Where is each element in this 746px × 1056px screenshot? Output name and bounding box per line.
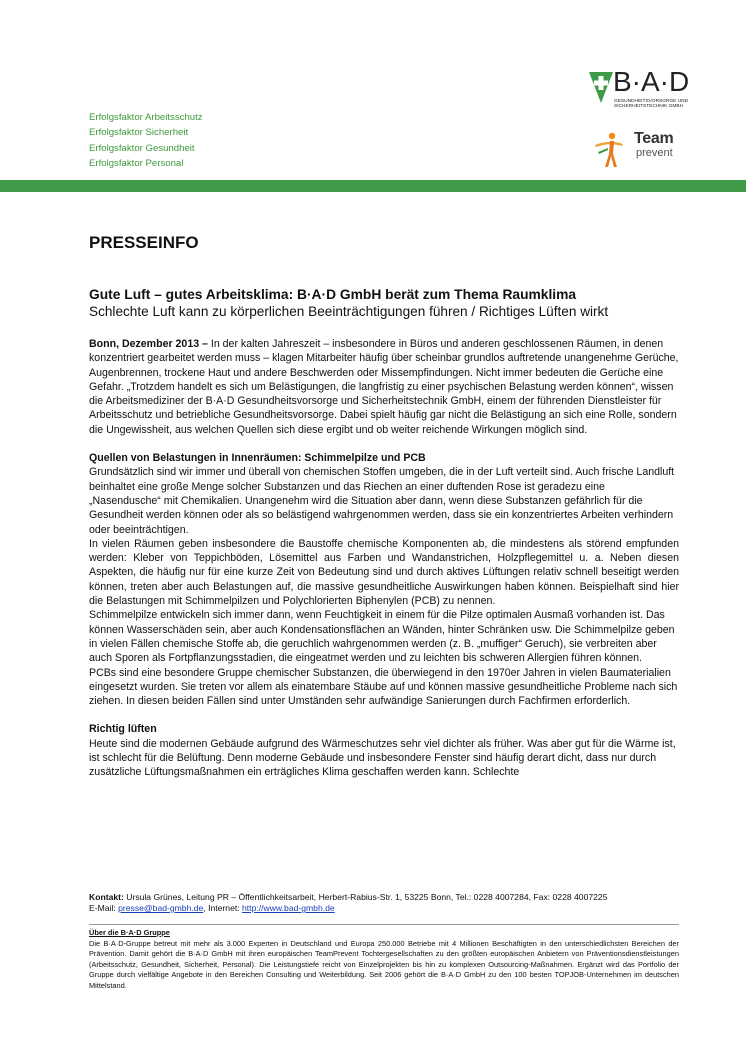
dateline: Bonn, Dezember 2013 –: [89, 338, 208, 350]
header-green-band: [0, 180, 746, 192]
contact-links: E-Mail: presse@bad-gmbh.de, Internet: http://www.bad-gmbh.de: [89, 903, 335, 913]
contact-text: Ursula Grünes, Leitung PR – Öffentlichkeitsarbeit, Herbert-Rabius-Str. 1, 53225 Bonn, Tel.: 0228 4007284, Fax: 0228 4007225: [123, 892, 608, 902]
team-logo-text: Team: [634, 130, 674, 147]
paragraph: PCBs sind eine besondere Gruppe chemischer Substanzen, die überwiegend in den 1970er Jahren in vielen Baumaterialien eingesetzt wurden. Sie treten vor allem als einatembare Stäube auf und können massive gesundheitliche Probleme nach sich ziehen. In diesen beiden Fällen sind unter Umständen sehr aufwändige Sanierungen durch Fachfirmen erforderlich.: [89, 666, 678, 708]
prevent-logo-text: prevent: [636, 147, 673, 159]
email-link[interactable]: presse@bad-gmbh.de: [118, 903, 204, 913]
tagline-item: Erfolgsfaktor Personal: [89, 158, 184, 170]
bad-heart-cross-icon: [588, 70, 614, 104]
paragraph: In vielen Räumen geben insbesondere die Baustoffe chemische Komponenten ab, die mindestens als störend empfunden werden: Kleber von Teppichböden, Lösemittel aus Farben und Wandanstrichen, Holzpflegemittel u. a. Neben diesen Aspekten, die häufig nur für eine kurze Zeit von Bedeutung sind und durch aktives Lüftungen relativ schnell beseitigt werden können, treten aber auch Belastungen auf, die massive gesundheitliche Auswirkungen haben können. Beispielhaft sind hier die Belastungen mit Schimmelpilzen und Polychlorierten Biphenylen (PCB) zu nennen.: [89, 537, 679, 608]
article-body: [89, 337, 679, 780]
tagline-item: Erfolgsfaktor Sicherheit: [89, 127, 189, 139]
about-title: Über die B·A·D Gruppe: [89, 928, 170, 937]
divider: [89, 924, 679, 925]
subheadline: Schlechte Luft kann zu körperlichen Beeinträchtigungen führen / Richtiges Lüften wirkt: [89, 304, 609, 319]
about-text: Die B·A·D-Gruppe betreut mit mehr als 3.000 Experten in Deutschland und Europa 250.000 Betriebe mit 4 Millionen Beschäftigten in den unterschiedlichsten Bereichen der Prävention. Damit gehört die B·A·D GmbH mit ihren europäischen TeamPrevent Tochtergesellschaften zu den größten europäischen Anbietern von Präventionsdienstleistungen (Arbeitsschutz, Gesundheit, Sicherheit, Personal). Die Leistungstiefe reicht von Einzelprojekten bis hin zu komplexen Outsourcing-Maßnahmen. Ergänzt wird das Portfolio der Gruppe durch vielfältige Angebote in den Bereichen Consulting und Weiterbildung. Seit 2006 gehört die B·A·D GmbH zu den 100 besten TOPJOB-Unternehmen im deutschen Mittelstand.: [89, 938, 679, 990]
document-label: PRESSEINFO: [89, 233, 199, 252]
paragraph: Heute sind die modernen Gebäude aufgrund des Wärmeschutzes sehr viel dichter als früher. Was aber gut für die Wärme ist, ist schlecht für die Belüftung. Denn moderne Gebäude und insbesondere Fenster sind häufig derart dicht, dass nur durch zusätzliche Lüftungsmaßnahmen ein erträgliches Klima geschaffen werden kann. Schlechte: [89, 737, 676, 779]
contact-line: [89, 892, 679, 903]
teamprevent-logo: [592, 132, 688, 168]
tagline-item: Erfolgsfaktor Arbeitsschutz: [89, 112, 203, 123]
about-block: [89, 928, 679, 992]
bad-logo-subtitle: GESUNDHEITSVORSORGE UND SICHERHEITSTECHNIK GMBH: [614, 99, 689, 110]
contact-block: [89, 892, 679, 914]
contact-label: Kontakt:: [89, 892, 124, 902]
paragraph: Grundsätzlich sind wir immer und überall von chemischen Stoffen umgeben, die in der Luft verteilt sind. Auch frische Landluft beinhaltet eine große Menge solcher Substanzen und das Riechen an einer duftenden Rose ist geradezu eine „Nasendusche“ mit Chemikalien. Unangenehm wird die Situation aber dann, wenn diese Substanzen gefährlich für die Gesundheit werden können oder als so belästigend wahrgenommen werden, dass sie ein konzentriertes Arbeiten verhindern oder beeinträchtigen.: [89, 466, 675, 536]
teamprevent-figure-icon: [592, 132, 626, 168]
bad-logo: [588, 66, 690, 118]
bad-logo-text: B·A·D: [613, 66, 690, 97]
section-heading: Quellen von Belastungen in Innenräumen: Schimmelpilze und PCB: [89, 452, 426, 465]
headline: Gute Luft – gutes Arbeitsklima: B·A·D GmbH berät zum Thema Raumklima: [89, 287, 577, 302]
paragraph: Schimmelpilze entwickeln sich immer dann, wenn Feuchtigkeit in einem für die Pilze optimalen Ausmaß vorhanden ist. Das können Wasserschäden sein, aber auch Kondensationsflächen an Wänden, hinter Schränken usw. Die Schimmelpilze geben in vielen Fällen chemische Stoffe ab, die geruchlich wahrgenommen werden (z. B. „muffiger“ Geruch), sie verbreiten aber auch Sporen als Fortpflanzungsstadien, die eingeatmet werden und zu leichten bis schweren Allergien führen können.: [89, 609, 675, 665]
tagline-list: [89, 110, 203, 172]
section-heading: Richtig lüften: [89, 723, 157, 736]
website-link[interactable]: http://www.bad-gmbh.de: [242, 903, 335, 913]
tagline-item: Erfolgsfaktor Gesundheit: [89, 142, 195, 154]
lead-paragraph: [89, 337, 679, 437]
lead-text: In der kalten Jahreszeit – insbesondere in Büros und anderen geschlossenen Räumen, in denen konzentriert gearbeitet werden muss – klagen Mitarbeiter häufig über scheinbar grundlos auftretende unangenehme Gerüche, Augenbrennen, trockene Haut und andere Beschwerden oder Missempfindungen. Nicht immer bedeuten die Gerüche eine Gefahr. „Trotzdem handelt es sich um Belästigungen, die langfristig zu einer psychischen Belastung werden können“, wissen die Arbeitsmediziner der B·A·D Gesundheitsvorsorge und Sicherheitstechnik GmbH, einem der führenden Dienstleister für Arbeitsschutz und betriebliche Gesundheitsvorsorge. Dabei spielt häufig gar nicht die Belästigung an sich eine Rolle, sondern die Ungewissheit, aus welchen Quellen sich diese ergibt und ob weiter reichende Wirkungen möglich sind.: [89, 338, 679, 436]
